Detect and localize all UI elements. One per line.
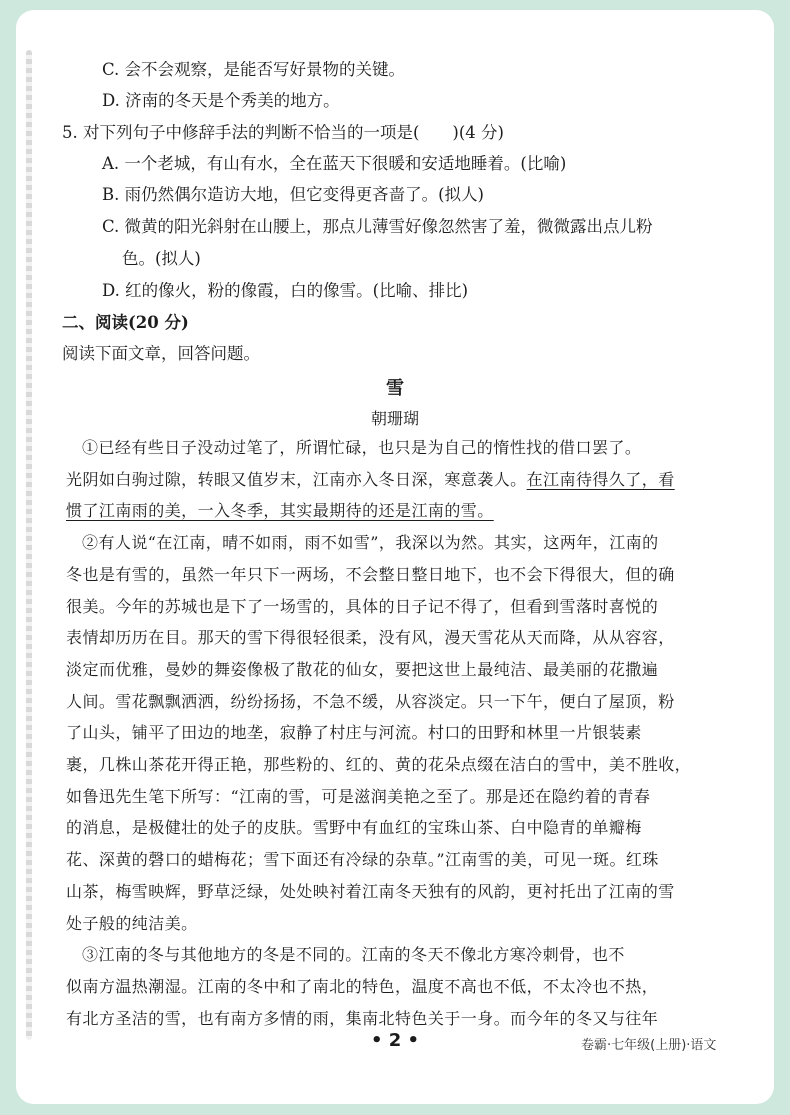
article-line [66, 977, 658, 997]
question-5-option-d: D. 红的像火，粉的像霞，白的像雪。(比喻、排比) [102, 281, 469, 300]
article-line-text: 很美。今年的苏城也是下了一场雪的，具体的日子记不得了，但看到雪落时喜悦的 [66, 596, 659, 616]
article-line-text: 冬也是有雪的，虽然一年只下一两场，不会整日整日地下，也不会下得很大，但的确 [66, 564, 675, 584]
underlined-sentence: 惯了江南雨的美，一入冬季，其实最期待的还是江南的雪。 [66, 501, 494, 521]
article-line-text: 人间。雪花飘飘洒洒，纷纷扬扬，不急不缓，从容淡定。只一下午，便白了屋顶，粉 [66, 691, 675, 711]
binding-strip [26, 50, 32, 1040]
article-line-text: 如鲁迅先生笔下所写：“江南的雪，可是滋润美艳之至了。那是还在隐约着的青春 [66, 786, 651, 806]
question-5-option-c: C. 微黄的阳光斜射在山腰上，那点儿薄雪好像忽然害了羞，微微露出点儿粉 [102, 217, 653, 236]
option-c-prev: C. 会不会观察，是能否写好景物的关键。 [102, 60, 406, 79]
article-line [82, 438, 641, 458]
article-line-text: 光阴如白驹过隙，转眼又值岁末，江南亦入冬日深，寒意袭人。 [66, 469, 527, 489]
book-tag: 卷霸·七年级(上册)·语文 [581, 1038, 717, 1053]
article-line-text: 淡定而优雅，曼妙的舞姿像极了散花的仙女，要把这世上最纯洁、最美丽的花撒遍 [66, 659, 659, 679]
article-line [66, 787, 650, 807]
article-line-text: 有北方圣洁的雪，也有南方多情的雨，集南北特色关于一身。而今年的冬又与往年 [66, 1008, 659, 1028]
question-5-option-b: B. 雨仍然偶尔造访大地，但它变得更吝啬了。(拟人) [102, 185, 484, 204]
article-line-text: 花、深黄的磬口的蜡梅花；雪下面还有冷绿的杂草。”江南雪的美，可见一斑。红珠 [66, 850, 659, 870]
article-line [82, 945, 625, 965]
question-5-stem: 5. 对下列句子中修辞手法的判断不恰当的一项是( )(4 分) [62, 123, 504, 142]
article-line [66, 723, 642, 743]
question-5-option-a: A. 一个老城，有山有水，全在蓝天下很暖和安适地睡着。(比喻) [102, 154, 567, 173]
article-line [66, 914, 198, 934]
exam-page [16, 10, 774, 1104]
article-line-text: ①已经有些日子没动过笔了，所谓忙碌，也只是为自己的惰性找的借口罢了。 [82, 438, 642, 457]
section-instruction: 阅读下面文章，回答问题。 [62, 344, 260, 363]
article-author: 朝珊瑚 [370, 409, 419, 428]
article-line [66, 692, 675, 712]
article-line [66, 818, 642, 838]
article-line-text: 处子般的纯洁美。 [66, 913, 198, 933]
article-line-text: 了山头，铺平了田边的地垄，寂静了村庄与河流。村口的田野和林里一片银装素 [66, 723, 642, 743]
article-line [66, 882, 675, 902]
article-line [66, 597, 658, 617]
article-line-text: ③江南的冬与其他地方的冬是不同的。江南的冬天不像北方寒冷刺骨，也不 [82, 945, 625, 965]
article-line [66, 470, 675, 490]
article-line-text: 山茶，梅雪映辉，野草泛绿，处处映衬着江南冬天独有的风韵，更衬托出了江南的雪 [66, 881, 675, 901]
article-line-text: 裹，几株山茶花开得正艳，那些粉的、红的、黄的花朵点缀在洁白的雪中，美不胜收， [66, 755, 692, 774]
option-d-prev: D. 济南的冬天是个秀美的地方。 [102, 91, 340, 110]
article-line-text: 表情却历历在目。那天的雪下得很轻很柔，没有风，漫天雪花从天而降，从从容容， [66, 628, 675, 648]
section-heading: 二、阅读(20 分) [62, 313, 189, 332]
article-line [66, 565, 675, 585]
article-line-text: 似南方温热潮湿。江南的冬中和了南北的特色，温度不高也不低，不太冷也不热， [66, 976, 659, 996]
article-line-text: ②有人说“在江南，晴不如雨，雨不如雪”，我深以为然。其实，这两年，江南的 [82, 533, 659, 553]
article-line [66, 628, 675, 648]
article-line [82, 533, 659, 553]
underlined-sentence: 在江南待得久了，看 [526, 469, 675, 489]
article-line [66, 850, 659, 870]
article-line [66, 501, 494, 521]
page-number: • 2 • [370, 1030, 420, 1051]
article-line [66, 660, 658, 680]
article-line-text: 的消息，是极健壮的处子的皮肤。雪野中有血红的宝珠山茶、白中隐青的单瓣梅 [66, 818, 642, 838]
article-line [66, 1009, 658, 1029]
article-title: 雪 [386, 378, 404, 399]
question-5-option-c-cont: 色。(拟人) [122, 249, 201, 268]
article-line [66, 755, 691, 775]
